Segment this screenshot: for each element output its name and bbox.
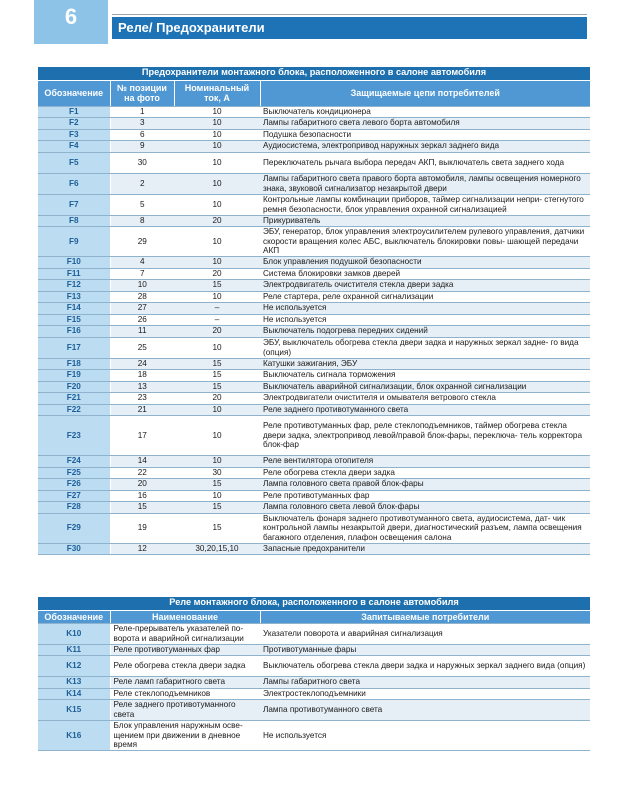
table-row [38, 513, 590, 543]
relays-table-caption: Реле монтажного блока, расположенного в салоне автомобиля [38, 597, 590, 610]
table-row [38, 106, 590, 118]
table-row [38, 502, 590, 514]
table-row [38, 141, 590, 153]
fuse-code: F27 [38, 490, 110, 502]
fuse-circuits: Система блокировки замков дверей [260, 268, 590, 280]
fuse-code: F10 [38, 257, 110, 269]
fuse-position: 25 [110, 337, 174, 358]
fuse-current: 10 [174, 490, 260, 502]
fuse-position: 27 [110, 303, 174, 315]
fuse-code: F23 [38, 416, 110, 456]
fuse-position: 2 [110, 173, 174, 194]
table-row [38, 268, 590, 280]
fuse-circuits: Реле противотуманных фар, реле стеклоподъемников, таймер обогрева стекла двери задка, электропривод левой/правой блок-фары, переключа- тель корректора блок-фар [260, 416, 590, 456]
fuse-current: 10 [174, 456, 260, 468]
fuse-position: 22 [110, 467, 174, 479]
fuse-position: 9 [110, 141, 174, 153]
fuse-position: 28 [110, 291, 174, 303]
relay-code: K11 [38, 644, 110, 656]
column-header-code: Обозначение [38, 80, 110, 106]
fuse-position: 16 [110, 490, 174, 502]
fuse-circuits: ЭБУ, выключатель обогрева стекла двери задка и наружных зеркал задне- го вида (опция) [260, 337, 590, 358]
fuse-code: F18 [38, 358, 110, 370]
fuse-code: F26 [38, 479, 110, 491]
fuse-code: F19 [38, 370, 110, 382]
fuse-position: 3 [110, 118, 174, 130]
fuse-position: 11 [110, 326, 174, 338]
fuse-circuits: Электродвигатель очистителя стекла двери задка [260, 280, 590, 292]
fuse-circuits: Выключатель кондиционера [260, 106, 590, 118]
relay-loads: Указатели поворота и аварийная сигнализация [260, 623, 590, 644]
fuse-position: 17 [110, 416, 174, 456]
fuse-position: 20 [110, 479, 174, 491]
fuse-circuits: Аудиосистема, электропривод наружных зеркал заднего вида [260, 141, 590, 153]
table-row [38, 416, 590, 456]
fuse-current: 10 [174, 416, 260, 456]
relay-code: K16 [38, 721, 110, 751]
fuse-code: F20 [38, 381, 110, 393]
fuse-code: F11 [38, 268, 110, 280]
relay-name: Блок управления наружным осве- щением при движении в дневное время [110, 721, 260, 751]
fuse-code: F13 [38, 291, 110, 303]
fuse-current: 10 [174, 106, 260, 118]
table-row [38, 303, 590, 315]
table-row [38, 118, 590, 130]
table-row [38, 721, 590, 751]
fuse-code: F7 [38, 194, 110, 215]
fuse-position: 6 [110, 129, 174, 141]
fuse-current: 10 [174, 152, 260, 173]
fuse-code: F17 [38, 337, 110, 358]
table-row [38, 456, 590, 468]
relay-code: K10 [38, 623, 110, 644]
table-row [38, 314, 590, 326]
fuse-current: 15 [174, 381, 260, 393]
table-row [38, 490, 590, 502]
fuse-code: F29 [38, 513, 110, 543]
fuse-circuits: Лампа головного света правой блок-фары [260, 479, 590, 491]
fuse-current: 20 [174, 215, 260, 227]
fuse-current: 15 [174, 502, 260, 514]
fuse-circuits: Блок управления подушкой безопасности [260, 257, 590, 269]
fuses-table [38, 67, 590, 555]
fuse-circuits: Выключатель фонаря заднего противотуманного света, аудиосистема, дат- чик контрольной лампы незакрытой двери, диагностический разъем, лампа освещения багажного отделения, плафон освещения салона [260, 513, 590, 543]
fuse-current: 15 [174, 479, 260, 491]
fuse-position: 29 [110, 227, 174, 257]
fuse-code: F4 [38, 141, 110, 153]
fuse-current: 10 [174, 227, 260, 257]
fuse-position: 30 [110, 152, 174, 173]
fuse-position: 18 [110, 370, 174, 382]
relay-name: Реле стеклоподъемников [110, 688, 260, 700]
fuse-code: F3 [38, 129, 110, 141]
fuses-table-caption: Предохранители монтажного блока, расположенного в салоне автомобиля [38, 67, 590, 80]
table-row [38, 688, 590, 700]
fuse-position: 13 [110, 381, 174, 393]
fuse-circuits: Не используется [260, 303, 590, 315]
fuse-circuits: Реле заднего противотуманного света [260, 404, 590, 416]
fuse-code: F6 [38, 173, 110, 194]
table-row [38, 280, 590, 292]
fuse-circuits: Подушка безопасности [260, 129, 590, 141]
fuse-code: F5 [38, 152, 110, 173]
fuse-code: F16 [38, 326, 110, 338]
table-row [38, 326, 590, 338]
relay-code: K12 [38, 656, 110, 677]
fuse-code: F30 [38, 543, 110, 555]
page-number: 6 [64, 4, 78, 29]
fuse-current: 10 [174, 173, 260, 194]
table-row [38, 227, 590, 257]
fuse-current: 15 [174, 370, 260, 382]
fuse-current: 15 [174, 358, 260, 370]
fuse-position: 7 [110, 268, 174, 280]
relay-loads: Выключатель обогрева стекла двери задка и наружных зеркал заднего вида (опция) [260, 656, 590, 677]
fuse-current: – [174, 314, 260, 326]
relay-name: Реле-прерыватель указателей по- ворота и аварийной сигнализации [110, 623, 260, 644]
fuse-circuits: Не используется [260, 314, 590, 326]
fuse-circuits: Реле противотуманных фар [260, 490, 590, 502]
fuse-circuits: Запасные предохранители [260, 543, 590, 555]
fuse-code: F14 [38, 303, 110, 315]
fuse-code: F1 [38, 106, 110, 118]
table-row [38, 623, 590, 644]
fuse-current: 20 [174, 268, 260, 280]
relay-loads: Лампы габаритного света [260, 677, 590, 689]
fuse-code: F2 [38, 118, 110, 130]
fuse-position: 24 [110, 358, 174, 370]
table-row [38, 152, 590, 173]
relay-loads: Не используется [260, 721, 590, 751]
fuse-current: 10 [174, 257, 260, 269]
fuse-current: 10 [174, 129, 260, 141]
fuse-current: 20 [174, 326, 260, 338]
fuse-current: 15 [174, 280, 260, 292]
relays-table [38, 597, 590, 751]
column-header-circuits: Защищаемые цепи потребителей [260, 80, 590, 106]
fuse-code: F15 [38, 314, 110, 326]
table-row [38, 194, 590, 215]
fuse-circuits: Реле вентилятора отопителя [260, 456, 590, 468]
fuse-current: 10 [174, 194, 260, 215]
relay-code: K13 [38, 677, 110, 689]
relay-name: Реле заднего противотуманного света [110, 700, 260, 721]
fuse-current: 20 [174, 393, 260, 405]
fuse-position: 14 [110, 456, 174, 468]
relay-code: K14 [38, 688, 110, 700]
fuse-code: F8 [38, 215, 110, 227]
table-row [38, 291, 590, 303]
fuse-current: 15 [174, 513, 260, 543]
fuse-position: 19 [110, 513, 174, 543]
fuse-position: 26 [110, 314, 174, 326]
fuse-current: 10 [174, 404, 260, 416]
fuse-position: 10 [110, 280, 174, 292]
relay-name: Реле противотуманных фар [110, 644, 260, 656]
fuse-circuits: Контрольные лампы комбинации приборов, таймер сигнализации непри- стегнутого ремня безопасности, блок управления охранной сигнализацией [260, 194, 590, 215]
fuse-current: 10 [174, 337, 260, 358]
table-row [38, 173, 590, 194]
table-row [38, 370, 590, 382]
fuse-code: F25 [38, 467, 110, 479]
table-row [38, 644, 590, 656]
column-header-code: Обозначение [38, 610, 110, 623]
table-row [38, 656, 590, 677]
table-row [38, 337, 590, 358]
fuse-circuits: Выключатель подогрева передних сидений [260, 326, 590, 338]
fuse-code: F22 [38, 404, 110, 416]
fuse-code: F12 [38, 280, 110, 292]
table-row [38, 215, 590, 227]
fuse-circuits: Выключатель сигнала торможения [260, 370, 590, 382]
table-row [38, 393, 590, 405]
fuse-circuits: Лампа головного света левой блок-фары [260, 502, 590, 514]
fuse-position: 15 [110, 502, 174, 514]
fuse-circuits: Электродвигатели очистителя и омывателя ветрового стекла [260, 393, 590, 405]
table-row [38, 479, 590, 491]
table-row [38, 129, 590, 141]
fuse-position: 21 [110, 404, 174, 416]
fuse-circuits: Реле стартера, реле охранной сигнализации [260, 291, 590, 303]
column-header-current: Номинальный ток, А [174, 80, 260, 106]
fuse-current: – [174, 303, 260, 315]
fuse-circuits: ЭБУ, генератор, блок управления электроусилителем рулевого управления, датчики скорости вращения колес АБС, выключатель блокировки повы- шающей передачи АКП [260, 227, 590, 257]
fuse-current: 30 [174, 467, 260, 479]
table-row [38, 404, 590, 416]
fuse-circuits: Выключатель аварийной сигнализации, блок охранной сигнализации [260, 381, 590, 393]
fuse-code: F21 [38, 393, 110, 405]
fuse-circuits: Переключатель рычага выбора передач АКП, выключатель света заднего хода [260, 152, 590, 173]
fuse-current: 10 [174, 291, 260, 303]
fuse-position: 5 [110, 194, 174, 215]
fuse-current: 30,20,15,10 [174, 543, 260, 555]
fuse-current: 10 [174, 141, 260, 153]
table-row [38, 257, 590, 269]
fuse-circuits: Прикуриватель [260, 215, 590, 227]
table-row [38, 543, 590, 555]
fuse-position: 23 [110, 393, 174, 405]
fuse-code: F24 [38, 456, 110, 468]
column-header-position: № позиции на фото [110, 80, 174, 106]
table-row [38, 467, 590, 479]
fuse-code: F9 [38, 227, 110, 257]
relay-loads: Электростеклоподъемники [260, 688, 590, 700]
fuse-current: 10 [174, 118, 260, 130]
header-rule [112, 14, 587, 15]
relay-name: Реле ламп габаритного света [110, 677, 260, 689]
fuse-circuits: Реле обогрева стекла двери задка [260, 467, 590, 479]
relay-loads: Лампа противотуманного света [260, 700, 590, 721]
table-row [38, 677, 590, 689]
fuse-circuits: Лампы габаритного света правого борта автомобиля, лампы освещения номерного знака, звуковой сигнализатор незакрытой двери [260, 173, 590, 194]
relay-name: Реле обогрева стекла двери задка [110, 656, 260, 677]
fuse-code: F28 [38, 502, 110, 514]
table-row [38, 358, 590, 370]
fuse-position: 4 [110, 257, 174, 269]
relay-code: K15 [38, 700, 110, 721]
column-header-loads: Запитываемые потребители [260, 610, 590, 623]
table-row [38, 381, 590, 393]
column-header-name: Наименование [110, 610, 260, 623]
fuse-position: 12 [110, 543, 174, 555]
page-title: Реле/ Предохранители [118, 20, 265, 35]
relay-loads: Противотуманные фары [260, 644, 590, 656]
table-row [38, 700, 590, 721]
fuse-position: 8 [110, 215, 174, 227]
fuse-position: 1 [110, 106, 174, 118]
fuse-circuits: Лампы габаритного света левого борта автомобиля [260, 118, 590, 130]
fuse-circuits: Катушки зажигания, ЭБУ [260, 358, 590, 370]
